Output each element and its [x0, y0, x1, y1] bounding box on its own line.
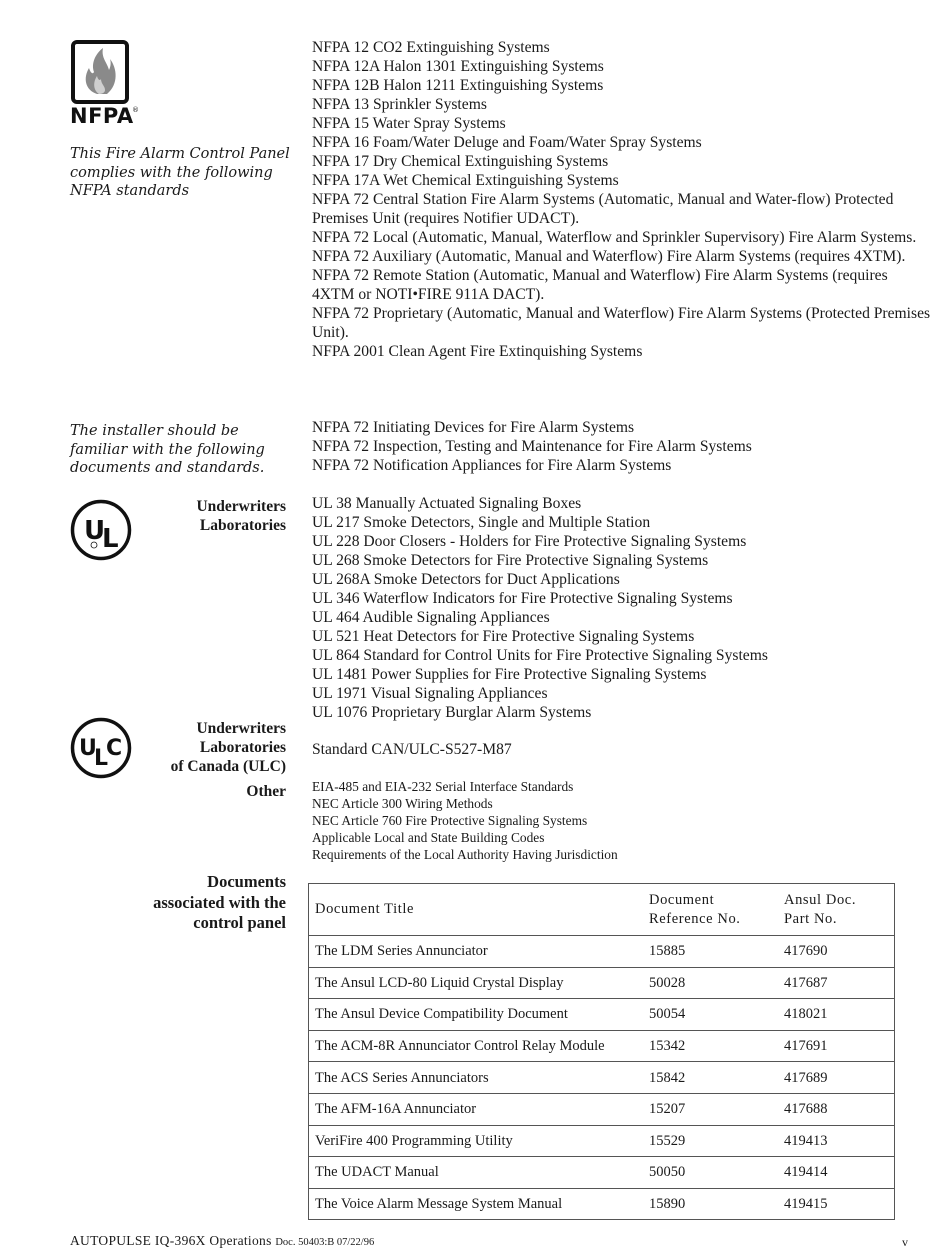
column-header-part: Ansul Doc. Part No.	[778, 884, 895, 936]
ul-logo-icon	[70, 499, 132, 561]
doc-ref: 15529	[643, 1125, 778, 1157]
doc-title: The ACM-8R Annunciator Control Relay Module	[309, 1030, 644, 1062]
doc-title: The Ansul LCD-80 Liquid Crystal Display	[309, 967, 644, 999]
list-item: NFPA 72 Local (Automatic, Manual, Waterflow and Sprinkler Supervisory) Fire Alarm Systems.	[312, 229, 917, 246]
list-item: UL 38 Manually Actuated Signaling Boxes	[312, 495, 582, 512]
doc-part: 417688	[778, 1093, 895, 1125]
table-row	[309, 1030, 895, 1062]
list-item: UL 268 Smoke Detectors for Fire Protective Signaling Systems	[312, 552, 709, 569]
column-header-title: Document Title	[309, 884, 644, 936]
list-item: NFPA 2001 Clean Agent Fire Extinquishing Systems	[312, 343, 643, 360]
list-item: NFPA 13 Sprinkler Systems	[312, 96, 487, 113]
installer-standards-list	[312, 418, 932, 475]
doc-ref: 15885	[643, 936, 778, 968]
table-row	[309, 936, 895, 968]
table-row	[309, 1062, 895, 1094]
doc-part: 417691	[778, 1030, 895, 1062]
nfpa-standards-list	[312, 38, 932, 361]
table-row	[309, 967, 895, 999]
list-item: UL 217 Smoke Detectors, Single and Multiple Station	[312, 514, 651, 531]
doc-part: 419415	[778, 1188, 895, 1220]
footer-title: AUTOPULSE IQ-396X Operations	[70, 1233, 272, 1248]
list-item: NFPA 17A Wet Chemical Extinguishing Systems	[312, 172, 619, 189]
table-row	[309, 999, 895, 1031]
doc-ref: 50050	[643, 1157, 778, 1189]
doc-part: 417687	[778, 967, 895, 999]
list-item: EIA-485 and EIA-232 Serial Interface Standards	[312, 779, 574, 794]
svg-text:C: C	[106, 736, 123, 761]
doc-part: 419414	[778, 1157, 895, 1189]
table-row	[309, 1157, 895, 1189]
list-item: NFPA 15 Water Spray Systems	[312, 115, 506, 132]
doc-ref: 15207	[643, 1093, 778, 1125]
svg-text:U: U	[79, 736, 97, 761]
svg-text:L: L	[94, 746, 109, 771]
doc-ref: 50054	[643, 999, 778, 1031]
nfpa-logo	[70, 40, 139, 130]
nfpa-compliance-note: This Fire Alarm Control Panel complies with the following NFPA standards	[70, 146, 290, 199]
list-item: NFPA 12A Halon 1301 Extinguishing Systems	[312, 58, 604, 75]
doc-title: The AFM-16A Annunciator	[309, 1093, 644, 1125]
doc-part: 418021	[778, 999, 895, 1031]
list-item: NFPA 72 Central Station Fire Alarm Systems (Automatic, Manual and Water-flow) Protected Premises Unit (requires Notifier UDACT).	[312, 191, 894, 227]
documents-table	[308, 883, 895, 1220]
doc-ref: 50028	[643, 967, 778, 999]
doc-ref: 15842	[643, 1062, 778, 1094]
list-item: NFPA 72 Proprietary (Automatic, Manual and Waterflow) Fire Alarm Systems (Protected Premises Unit).	[312, 305, 931, 341]
table-row	[309, 1188, 895, 1220]
list-item: UL 464 Audible Signaling Appliances	[312, 609, 550, 626]
list-item: NFPA 72 Notification Appliances for Fire Alarm Systems	[312, 457, 672, 474]
list-item: UL 1971 Visual Signaling Appliances	[312, 685, 548, 702]
doc-ref: 15342	[643, 1030, 778, 1062]
doc-title: The Ansul Device Compatibility Document	[309, 999, 644, 1031]
ulc-heading: Underwriters Laboratories of Canada (ULC)	[170, 720, 286, 775]
table-row	[309, 1125, 895, 1157]
registered-mark: ®	[132, 106, 139, 114]
doc-part: 417690	[778, 936, 895, 968]
doc-part: 417689	[778, 1062, 895, 1094]
footer-doc-number: Doc. 50403:B 07/22/96	[275, 1237, 375, 1248]
list-item: NFPA 12B Halon 1211 Extinguishing Systems	[312, 77, 604, 94]
list-item: UL 1481 Power Supplies for Fire Protective Signaling Systems	[312, 666, 707, 683]
ulc-standard: Standard CAN/ULC-S527-M87	[312, 741, 512, 758]
list-item: Requirements of the Local Authority Having Jurisdiction	[312, 847, 618, 862]
doc-title: The LDM Series Annunciator	[309, 936, 644, 968]
list-item: NFPA 17 Dry Chemical Extinguishing Systems	[312, 153, 609, 170]
list-item: NFPA 16 Foam/Water Deluge and Foam/Water Spray Systems	[312, 134, 702, 151]
ulc-logo-icon	[70, 717, 132, 779]
doc-title: The UDACT Manual	[309, 1157, 644, 1189]
table-header-row	[309, 884, 895, 936]
doc-title: VeriFire 400 Programming Utility	[309, 1125, 644, 1157]
other-heading: Other	[246, 783, 286, 800]
table-row	[309, 1093, 895, 1125]
page-footer	[70, 1233, 374, 1249]
list-item: UL 521 Heat Detectors for Fire Protective Signaling Systems	[312, 628, 695, 645]
list-item: NEC Article 300 Wiring Methods	[312, 796, 493, 811]
list-item: Applicable Local and State Building Codes	[312, 830, 545, 845]
ul-standards-list	[312, 494, 932, 722]
list-item: UL 346 Waterflow Indicators for Fire Protective Signaling Systems	[312, 590, 733, 607]
list-item: NEC Article 760 Fire Protective Signaling Systems	[312, 813, 588, 828]
other-list	[312, 778, 932, 863]
installer-note: The installer should be familiar with the following documents and standards.	[70, 423, 265, 476]
list-item: NFPA 12 CO2 Extinguishing Systems	[312, 39, 550, 56]
documents-heading: Documents associated with the control panel	[153, 872, 286, 932]
list-item: NFPA 72 Auxiliary (Automatic, Manual and Waterflow) Fire Alarm Systems (requires 4XTM).	[312, 248, 906, 265]
list-item: UL 1076 Proprietary Burglar Alarm Systems	[312, 704, 592, 721]
page-number: v	[902, 1235, 908, 1249]
list-item: NFPA 72 Remote Station (Automatic, Manual and Waterflow) Fire Alarm Systems (requires 4XTM or NOTI•FIRE 911A DACT).	[312, 267, 888, 303]
doc-title: The ACS Series Annunciators	[309, 1062, 644, 1094]
doc-ref: 15890	[643, 1188, 778, 1220]
doc-part: 419413	[778, 1125, 895, 1157]
nfpa-flame-icon	[71, 40, 129, 104]
list-item: UL 268A Smoke Detectors for Duct Applications	[312, 571, 620, 588]
svg-text:L: L	[102, 524, 119, 554]
svg-text:U: U	[84, 516, 106, 546]
list-item: NFPA 72 Inspection, Testing and Maintenance for Fire Alarm Systems	[312, 438, 752, 455]
list-item: NFPA 72 Initiating Devices for Fire Alarm Systems	[312, 419, 635, 436]
column-header-ref: Document Reference No.	[643, 884, 778, 936]
doc-title: The Voice Alarm Message System Manual	[309, 1188, 644, 1220]
list-item: UL 864 Standard for Control Units for Fire Protective Signaling Systems	[312, 647, 768, 664]
ul-heading: Underwriters Laboratories	[196, 498, 286, 534]
list-item: UL 228 Door Closers - Holders for Fire Protective Signaling Systems	[312, 533, 747, 550]
nfpa-logo-text: NFPA	[70, 104, 134, 128]
